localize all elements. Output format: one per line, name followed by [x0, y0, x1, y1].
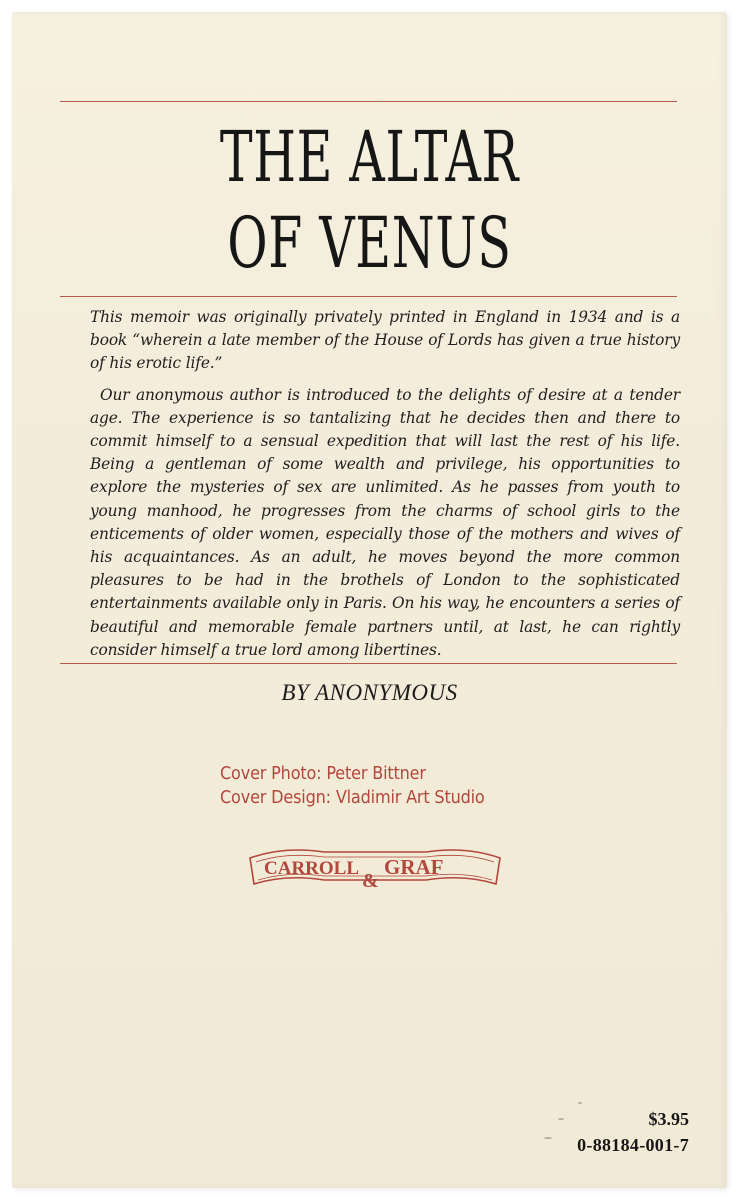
- back-cover: [12, 12, 727, 1188]
- cover-photo-credit: Cover Photo: Peter Bittner: [220, 764, 426, 784]
- logo-text-carroll: CARROLL: [264, 858, 360, 879]
- blurb-paragraph-1: This memoir was originally privately printed in England in 1934 and is a book “wherein a late member of the House of Lords has given a true history of his erotic life.”: [90, 308, 680, 373]
- blurb-paragraph-2: Our anonymous author is introduced to the delights of desire at a tender age. The experience is so tantalizing that he decides then and there to commit himself to a sensual expedition that will last the rest of his life. Being a gentleman of some wealth and privilege, his opportunities to explore the mysteries of sex are unlimited. As he passes from youth to young manhood, he progresses from the charms of school girls to the enticements of older women, especially those of the mothers and wives of his acquaintances. As an adult, he moves beyond the more common pleasures to be had in the brothels of London to the sophisticated entertainments available only in Paris. On his way, he encounters a series of beautiful and memorable female partners until, at last, he can rightly consider himself a true lord among libertines.: [90, 385, 680, 659]
- paper-scuff: [558, 1118, 564, 1120]
- paper-scuff: [544, 1137, 552, 1139]
- blurb-divider: [60, 663, 677, 664]
- author-byline: BY ANONYMOUS: [281, 680, 458, 705]
- title-divider: [60, 296, 677, 297]
- publisher-logo: [244, 840, 506, 896]
- title-line-1: THE ALTAR: [219, 116, 520, 198]
- title-line-2: OF VENUS: [227, 202, 512, 284]
- paper-scuff: [578, 1102, 582, 1104]
- price: $3.95: [648, 1109, 689, 1129]
- cover-design-credit: Cover Design: Vladimir Art Studio: [220, 788, 485, 808]
- logo-text-graf: GRAF: [384, 855, 444, 879]
- logo-ampersand: &: [362, 870, 379, 892]
- isbn: 0-88184-001-7: [577, 1135, 689, 1155]
- top-divider: [60, 101, 677, 102]
- blurb-text: [90, 306, 680, 662]
